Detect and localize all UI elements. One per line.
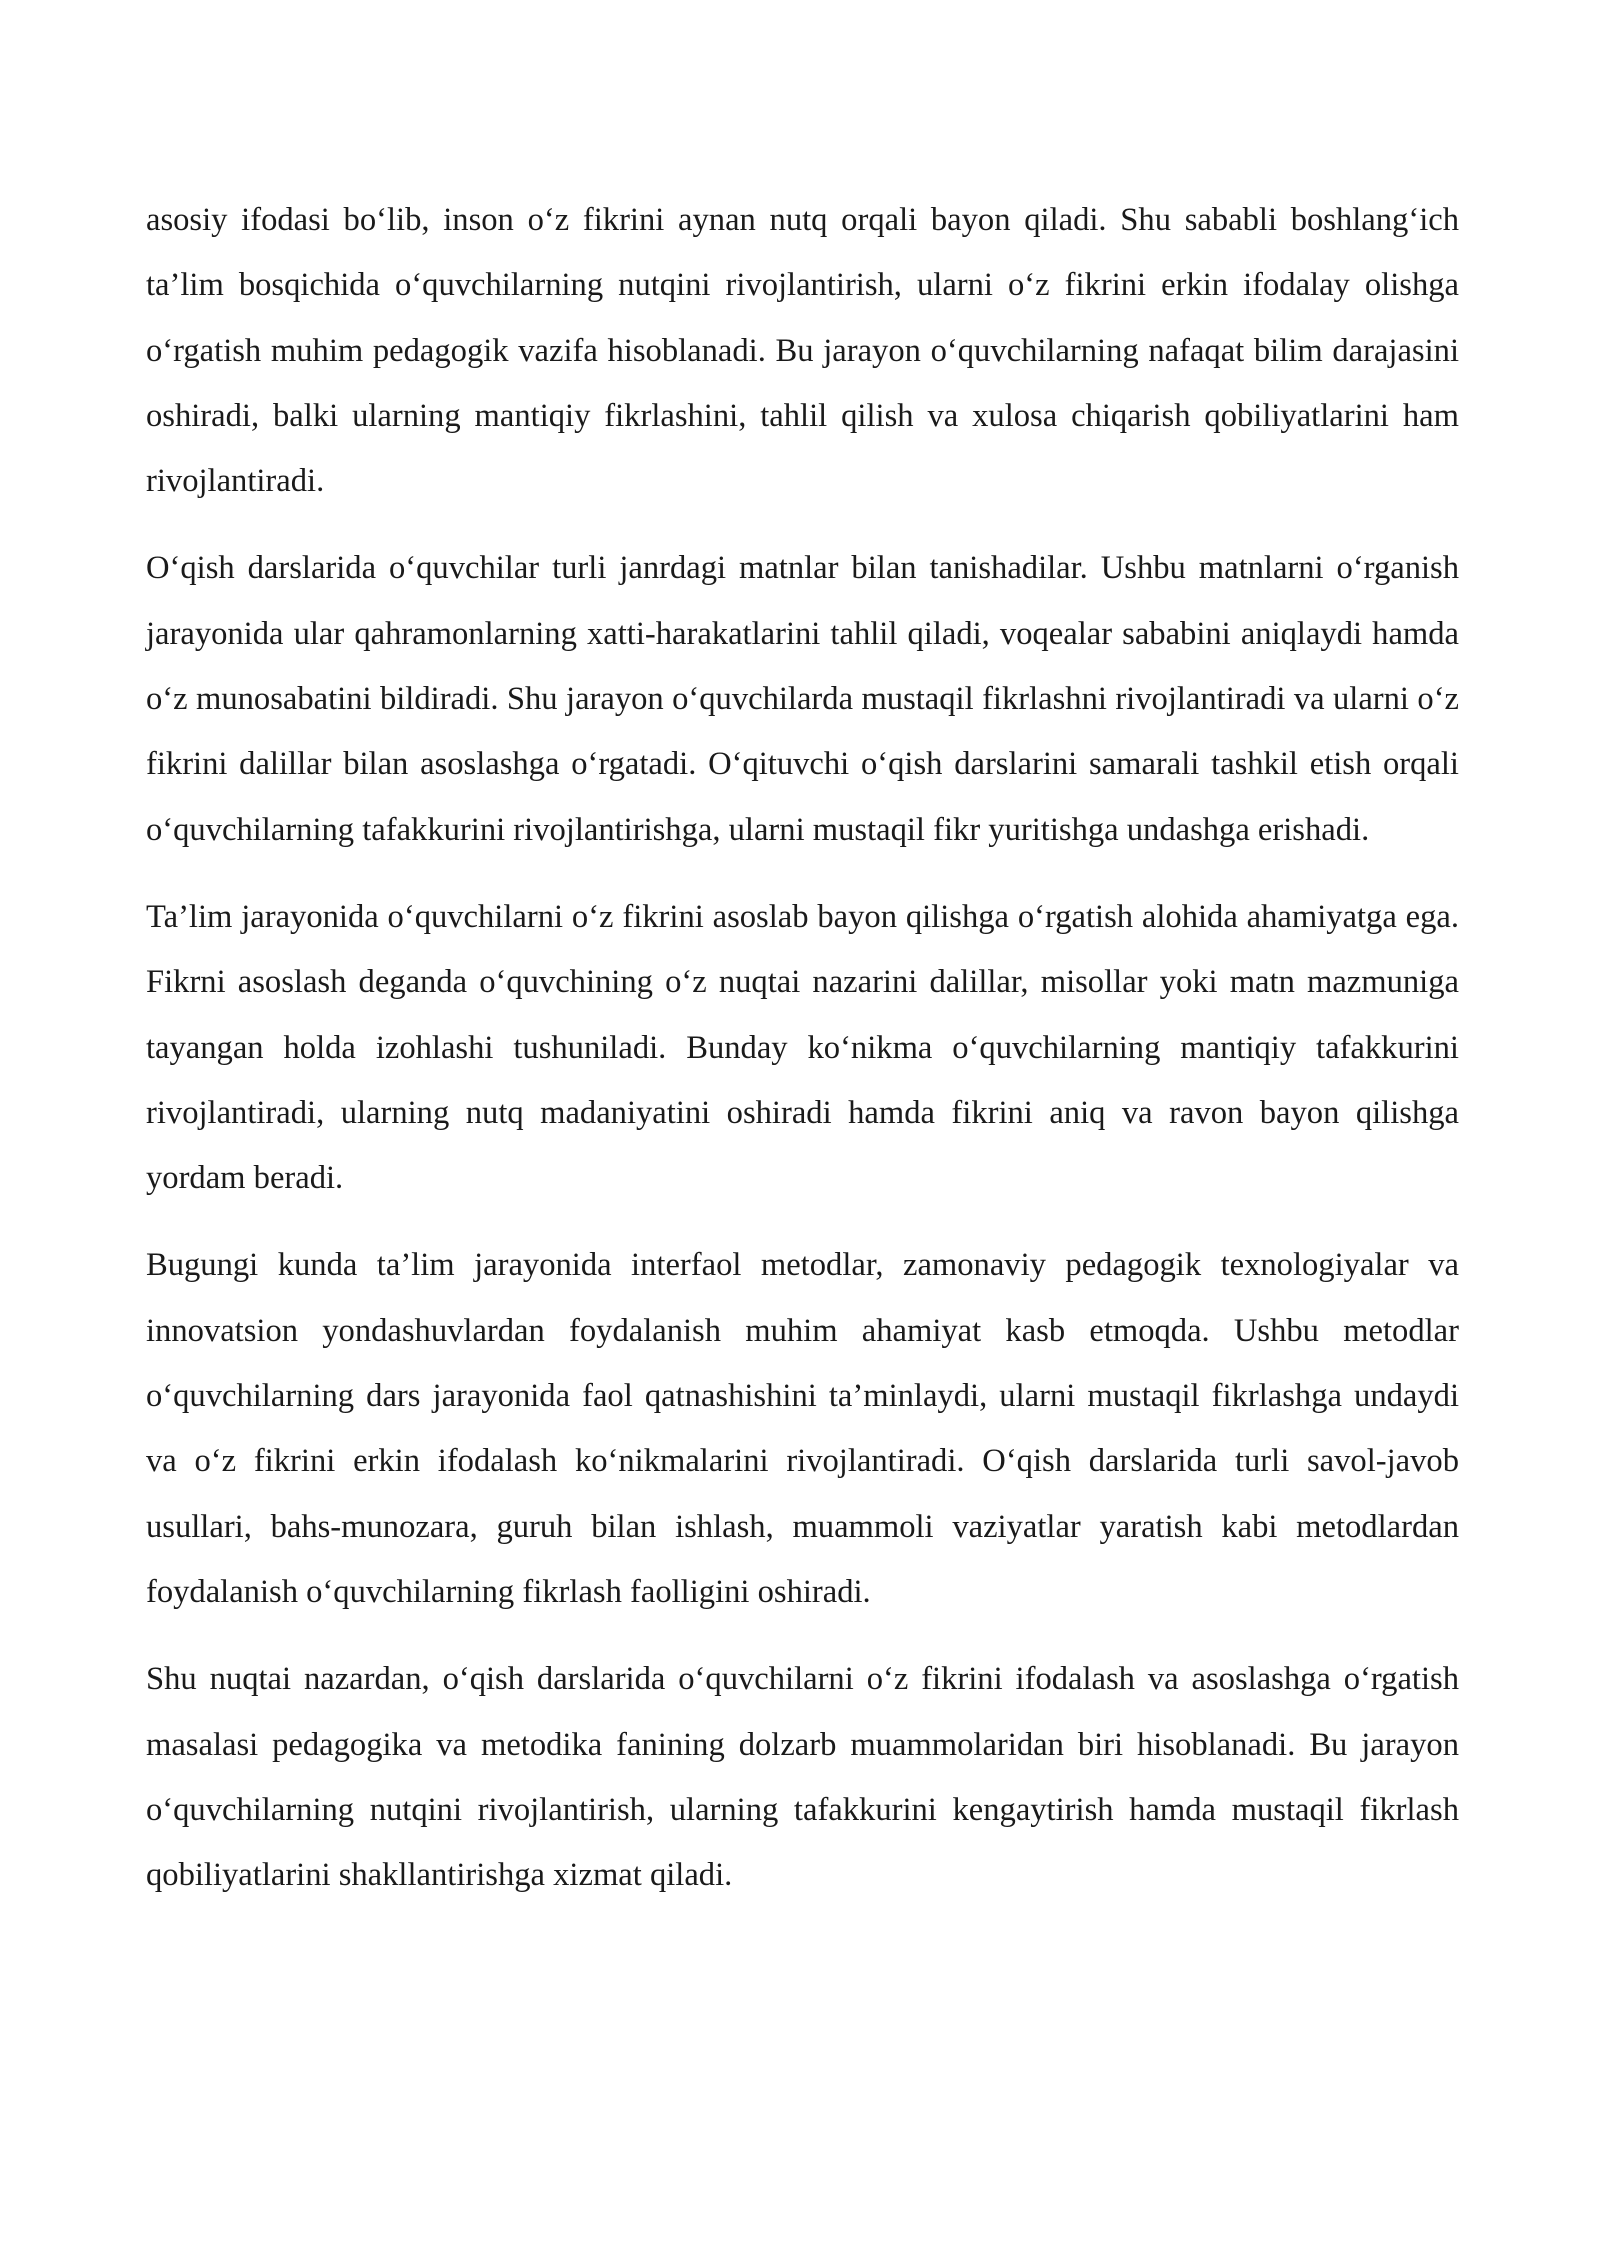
paragraph-4: Bugungi kunda ta’lim jarayonida interfaol metodlar, zamonaviy pedagogik texnologiyalar va innovatsion yondashuvlardan foydalanish muhim ahamiyat kasb etmoqda. Ushbu metodlar o‘quvchilarning dars jarayonida faol qatnashishini ta’minlaydi, ularni mustaqil fikrlashga undaydi va o‘z fikrini erkin ifodalash ko‘nikmalarini rivojlantiradi. O‘qish darslarida turli savol-javob usullari, bahs-munozara, guruh bilan ishlash, muammoli vaziyatlar yaratish kabi metodlardan foydalanish o‘quvchilarning fikrlash faolligini oshiradi.: [146, 1247, 1459, 1610]
paragraph-2: O‘qish darslarida o‘quvchilar turli janrdagi matnlar bilan tanishadilar. Ushbu matnlarni o‘rganish jarayonida ular qahramonlarning xatti-harakatlarini tahlil qiladi, voqealar sababini aniqlaydi hamda o‘z munosabatini bildiradi. Shu jarayon o‘quvchilarda mustaqil fikrlashni rivojlantiradi va ularni o‘z fikrini dalillar bilan asoslashga o‘rgatadi. O‘qituvchi o‘qish darslarini samarali tashkil etish orqali o‘quvchilarning tafakkurini rivojlantirishga, ularni mustaqil fikr yuritishga undashga erishadi.: [146, 550, 1459, 848]
paragraph-3: Ta’lim jarayonida o‘quvchilarni o‘z fikrini asoslab bayon qilishga o‘rgatish alohida ahamiyatga ega. Fikrni asoslash deganda o‘quvchining o‘z nuqtai nazarini dalillar, misollar yoki matn mazmuniga tayangan holda izohlashi tushuniladi. Bunday ko‘nikma o‘quvchilarning mantiqiy tafakkurini rivojlantiradi, ularning nutq madaniyatini oshiradi hamda fikrini aniq va ravon bayon qilishga yordam beradi.: [146, 898, 1459, 1197]
paragraph-5: Shu nuqtai nazardan, o‘qish darslarida o‘quvchilarni o‘z fikrini ifodalash va asoslashga o‘rgatish masalasi pedagogika va metodika fanining dolzarb muammolaridan biri hisoblanadi. Bu jarayon o‘quvchilarning nutqini rivojlantirish, ularning tafakkurini kengaytirish hamda mustaqil fikrlash qobiliyatlarini shakllantirishga xizmat qiladi.: [146, 1661, 1459, 1894]
paragraph-1: asosiy ifodasi bo‘lib, inson o‘z fikrini aynan nutq orqali bayon qiladi. Shu sababli boshlang‘ich ta’lim bosqichida o‘quvchilarning nutqini rivojlantirish, ularni o‘z fikrini erkin ifodalay olishga o‘rgatish muhim pedagogik vazifa hisoblanadi. Bu jarayon o‘quvchilarning nafaqat bilim darajasini oshiradi, balki ularning mantiqiy fikrlashini, tahlil qilish va xulosa chiqarish qobiliyatlarini ham rivojlantiradi.: [146, 202, 1459, 500]
document-body: [146, 188, 1459, 1930]
